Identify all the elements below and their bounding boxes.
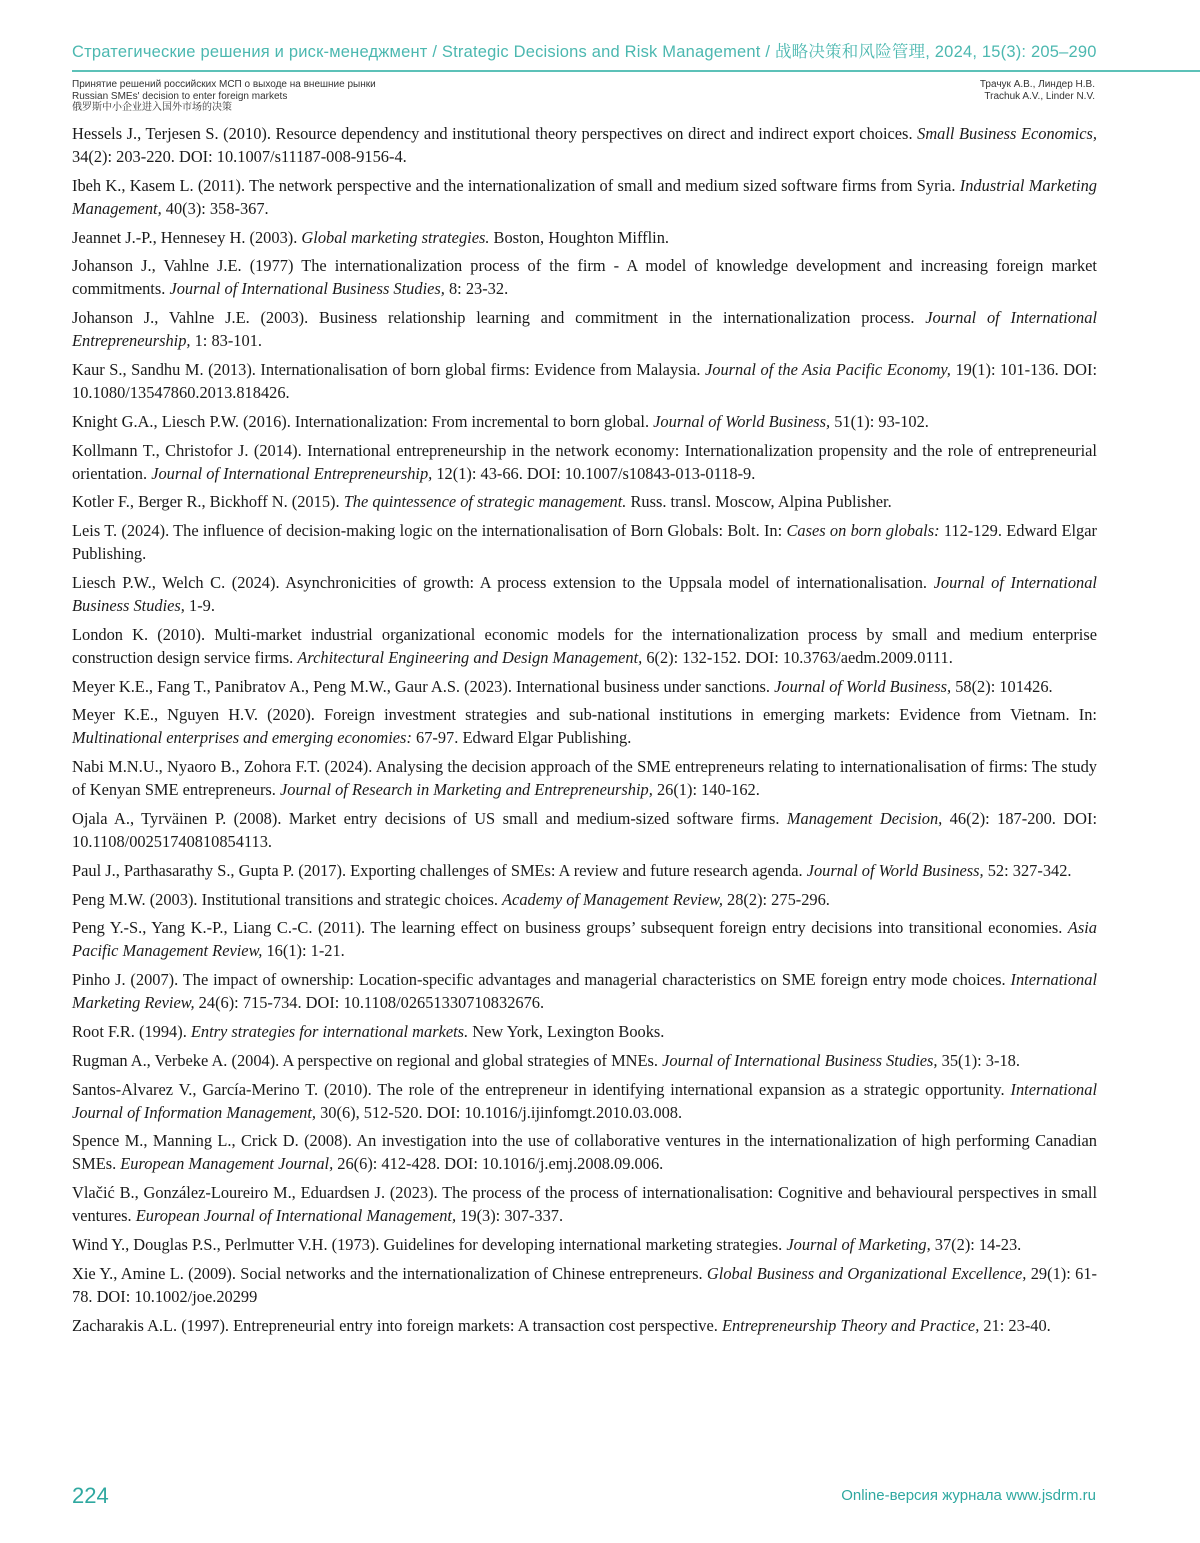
reference-item [72,174,1097,220]
reference-details: 6(2): 132-152. DOI: 10.3763/aedm.2009.0111. [642,647,953,667]
article-title-ru: Принятие решений российских МСП о выходе на внешние рынки [72,79,376,90]
reference-details: 1-9. [184,595,215,615]
reference-details: 67-97. Edward Elgar Publishing. [411,728,632,748]
reference-text: Johanson J., Vahlne J.E. (1977) The internationalization process of the firm - A model of knowledge development and increasing foreign market commitments. [72,256,1097,299]
reference-text: Nabi M.N.U., Nyaoro B., Zohora F.T. (2024). Analysing the decision approach of the SME entrepreneurs relating to internationalisation of firms: The study of Kenyan SME entrepreneurs. [72,757,1097,800]
reference-item [72,675,1097,698]
reference-source: European Management Journal, [120,1154,334,1174]
journal-header: Стратегические решения и риск-менеджмент / Strategic Decisions and Risk Management / 战略决策和风险管理, 2024, 15(3): 205–290 [72,43,1097,61]
authors-block [980,79,1095,102]
reference-source: Global marketing strategies. [301,227,490,247]
reference-item [72,1233,1097,1256]
reference-details: 24(6): 715-734. DOI: 10.1108/02651330710832676. [194,993,545,1013]
header-divider [72,70,1200,72]
reference-text: Santos-Alvarez V., García-Merino T. (2010). The role of the entrepreneur in identifying international expansion as a strategic opportunity. [72,1079,1011,1099]
reference-text: Root F.R. (1994). [72,1021,191,1041]
reference-source: Journal of International Business Studies, [72,572,1097,615]
reference-details: 8: 23-32. [444,279,509,299]
reference-item [72,1314,1097,1337]
reference-details: 34(2): 203-220. DOI: 10.1007/s11187-008-9156-4. [72,147,407,166]
reference-text: Ibeh K., Kasem L. (2011). The network perspective and the internationalization of small and medium sized software firms from Syria. [72,175,960,195]
reference-source: Journal of International Business Studies, [169,279,445,299]
reference-text: Spence M., Manning L., Crick D. (2008). An investigation into the use of collaborative ventures in the internationalization of high performing Canadian SMEs. [72,1131,1097,1174]
reference-source: Cases on born globals: [786,521,940,541]
reference-source: Journal of the Asia Pacific Economy, [705,359,951,379]
reference-text: Liesch P.W., Welch C. (2024). Asynchronicities of growth: A process extension to the Uppsala model of internationalisation. [72,572,934,592]
reference-details: 112-129. Edward Elgar Publishing. [72,521,1097,564]
reference-item [72,439,1097,485]
reference-list [72,122,1097,1342]
reference-details: 40(3): 358-367. [161,198,269,218]
reference-text: Peng Y.-S., Yang K.-P., Liang C.-C. (2011). The learning effect on business groups’ subsequent foreign entry decisions into transitional economies. [72,918,1068,938]
reference-source: Academy of Management Review, [502,889,723,909]
reference-source: Journal of International Entrepreneurship, [151,463,433,483]
reference-item [72,226,1097,249]
page-number: 224 [72,1483,109,1508]
reference-source: Journal of Research in Marketing and Entrepreneurship, [280,780,653,800]
article-title-en: Russian SMEs' decision to enter foreign markets [72,90,288,102]
reference-text: Paul J., Parthasarathy S., Gupta P. (2017). Exporting challenges of SMEs: A review and future research agenda. [72,860,807,880]
reference-text: Xie Y., Amine L. (2009). Social networks and the internationalization of Chinese entrepreneurs. [72,1263,707,1283]
reference-source: Asia Pacific Management Review, [72,918,1097,961]
reference-text: Rugman A., Verbeke A. (2004). A perspective on regional and global strategies of MNEs. [72,1050,663,1070]
reference-item [72,254,1097,300]
reference-details: 19(1): 101-136. DOI: 10.1080/13547860.2013.818426. [72,359,1097,402]
reference-item [72,1262,1097,1308]
reference-text: Pinho J. (2007). The impact of ownership: Location-specific advantages and managerial characteristics on SME foreign entry mode choices. [72,970,1011,990]
reference-item [72,122,1097,168]
reference-item [72,1181,1097,1227]
reference-details: Russ. transl. Moscow, Alpina Publisher. [626,492,892,512]
reference-source: Global Business and Organizational Excellence, [706,1263,1027,1283]
reference-text: Jeannet J.-P., Hennesey H. (2003). [72,227,302,247]
reference-item [72,916,1097,962]
reference-details: 26(6): 412-428. DOI: 10.1016/j.emj.2008.09.006. [333,1154,664,1174]
reference-source: Architectural Engineering and Design Management, [297,647,643,667]
reference-text: London K. (2010). Multi-market industrial organizational economic models for the internationalization process by small and medium enterprise construction design service firms. [72,624,1097,667]
reference-source: Management Decision, [786,808,943,828]
reference-details: 46(2): 187-200. DOI: 10.1108/00251740810854113. [72,808,1097,851]
reference-text: Knight G.A., Liesch P.W. (2016). Internationalization: From incremental to born global. [72,411,654,431]
reference-source: Multinational enterprises and emerging economies: [72,728,412,748]
reference-text: Kaur S., Sandhu M. (2013). Internationalisation of born global firms: Evidence from Malaysia. [72,359,705,379]
reference-item [72,888,1097,911]
reference-details: 51(1): 93-102. [830,411,929,431]
reference-details: 37(2): 14-23. [930,1234,1022,1254]
reference-item [72,358,1097,404]
reference-item [72,807,1097,853]
reference-item [72,703,1097,749]
reference-item [72,1078,1097,1124]
reference-item [72,755,1097,801]
reference-text: Kotler F., Berger R., Bickhoff N. (2015). [72,492,344,512]
reference-details: New York, Lexington Books. [468,1021,665,1041]
reference-source: International Marketing Review, [72,970,1097,1013]
reference-source: International Journal of Information Management, [72,1079,1097,1122]
reference-item [72,410,1097,433]
reference-item [72,571,1097,617]
reference-text: Meyer K.E., Fang T., Panibratov A., Peng M.W., Gaur A.S. (2023). International business under sanctions. [72,676,775,696]
reference-text: Vlačić B., González-Loureiro M., Eduardsen J. (2023). The process of the process of internationalisation: Cognitive and behavioural perspectives in small ventures. [72,1183,1097,1226]
reference-text: Hessels J., Terjesen S. (2010). Resource dependency and institutional theory perspectives on direct and indirect export choices. [72,124,918,143]
reference-details: 21: 23-40. [979,1315,1051,1335]
reference-item [72,623,1097,669]
reference-text: Wind Y., Douglas P.S., Perlmutter V.H. (1973). Guidelines for developing international marketing strategies. [72,1234,787,1254]
reference-source: Journal of World Business, [774,676,952,696]
reference-source: Entry strategies for international markets. [190,1021,469,1041]
authors-en: Trachuk A.V., Linder N.V. [984,90,1095,102]
reference-item [72,1049,1097,1072]
reference-details: 35(1): 3-18. [937,1050,1020,1070]
reference-source: Industrial Marketing Management, [72,175,1097,218]
reference-details: 12(1): 43-66. DOI: 10.1007/s10843-013-0118-9. [432,463,756,483]
reference-details: Boston, Houghton Mifflin. [489,227,670,247]
reference-source: Journal of World Business, [806,860,984,880]
reference-source: Entrepreneurship Theory and Practice, [721,1315,980,1335]
reference-text: Kollmann T., Christofor J. (2014). International entrepreneurship in the network economy: Internationalization propensity and the role of entrepreneurial orientation. [72,440,1097,483]
reference-text: Meyer K.E., Nguyen H.V. (2020). Foreign investment strategies and sub-national institutions in emerging markets: Evidence from Vietnam. In: [72,705,1097,725]
reference-text: Johanson J., Vahlne J.E. (2003). Business relationship learning and commitment in the internationalization process. [72,308,926,328]
reference-details: 30(6), 512-520. DOI: 10.1016/j.ijinfomgt.2010.03.008. [316,1102,683,1122]
reference-source: Journal of International Business Studies, [662,1050,938,1070]
reference-source: Journal of International Entrepreneurship, [72,308,1097,351]
reference-source: Small Business Economics, [917,124,1097,143]
reference-details: 16(1): 1-21. [262,941,345,961]
reference-text: Leis T. (2024). The influence of decision-making logic on the internationalisation of Born Globals: Bolt. In: [72,521,787,541]
authors-ru: Трачук А.В., Линдер Н.В. [979,79,1095,90]
reference-details: 26(1): 140-162. [652,780,760,800]
reference-details: 19(3): 307-337. [456,1206,564,1226]
reference-text: Ojala A., Tyrväinen P. (2008). Market entry decisions of US small and medium-sized software firms. [72,808,787,828]
reference-item [72,306,1097,352]
reference-details: 28(2): 275-296. [722,889,830,909]
reference-item [72,968,1097,1014]
reference-source: Journal of Marketing, [786,1234,931,1254]
reference-item [72,859,1097,882]
reference-details: 58(2): 101426. [951,676,1053,696]
reference-source: The quintessence of strategic management. [343,492,627,512]
reference-details: 1: 83-101. [190,331,262,351]
reference-text: Peng M.W. (2003). Institutional transitions and strategic choices. [72,889,503,909]
reference-source: Journal of World Business, [653,411,831,431]
reference-details: 52: 327-342. [983,860,1072,880]
reference-text: Zacharakis A.L. (1997). Entrepreneurial entry into foreign markets: A transaction cost perspective. [72,1315,722,1335]
reference-item [72,519,1097,565]
reference-item [72,1020,1097,1043]
reference-details: 29(1): 61-78. DOI: 10.1002/joe.20299 [72,1263,1097,1306]
article-title-block [72,79,376,114]
online-version-link[interactable]: Online-версия журнала www.jsdrm.ru [841,1487,1096,1504]
article-title-zh: 俄罗斯中小企业进入国外市场的决策 [72,102,232,113]
reference-item [72,1129,1097,1175]
reference-source: European Journal of International Management, [135,1206,457,1226]
reference-item [72,490,1097,513]
